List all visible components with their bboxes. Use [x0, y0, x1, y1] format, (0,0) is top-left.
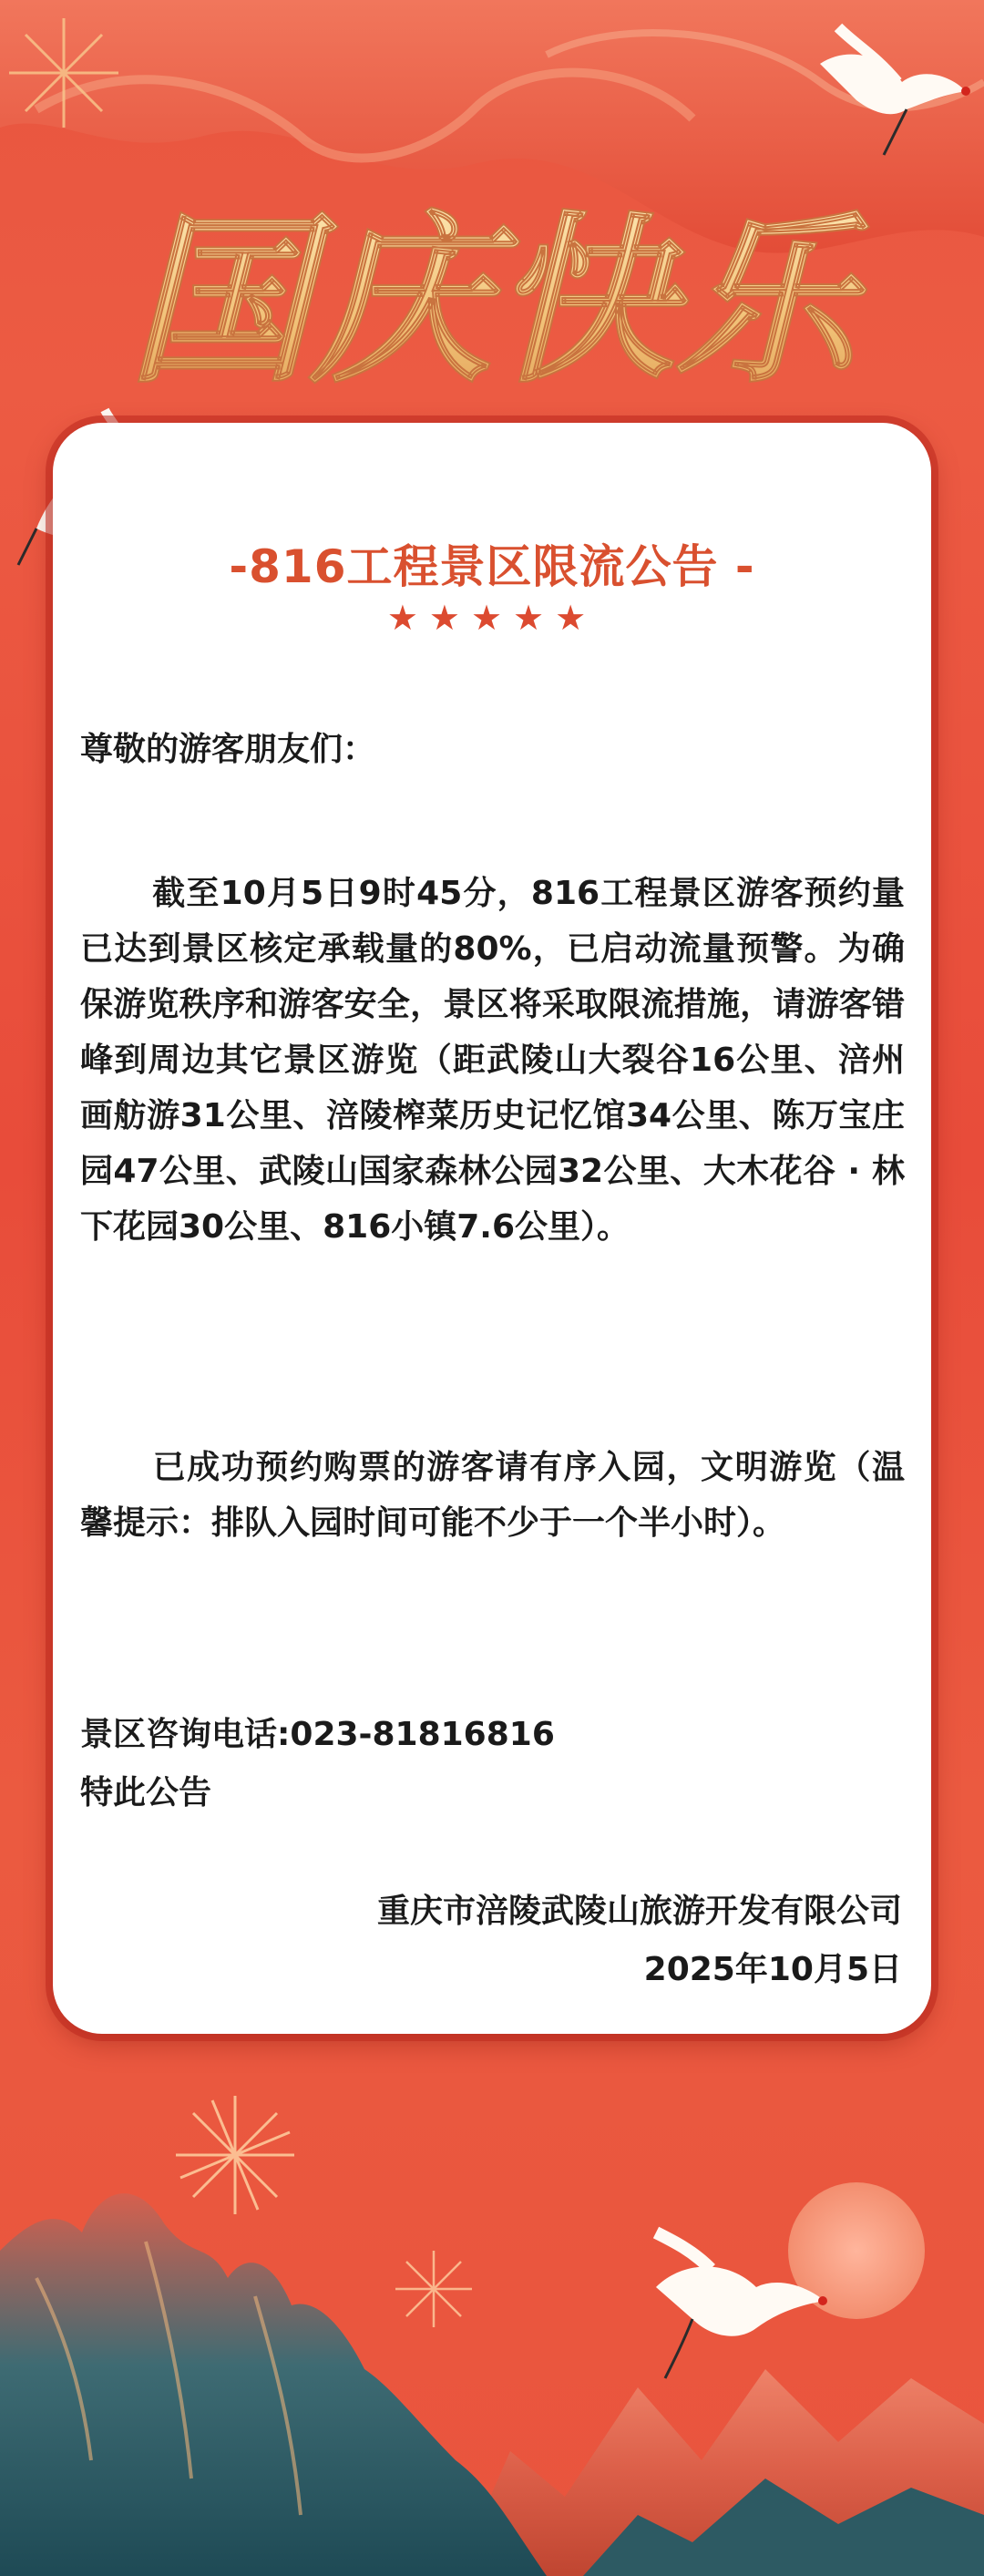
firework-lower-mid	[395, 2251, 472, 2327]
mountains-foreground	[0, 2193, 547, 2576]
notice-title: -816工程景区限流公告 -	[229, 540, 755, 593]
banner-title-graphic	[109, 155, 875, 428]
notice-paragraph-1-text: 截至10月5日9时45分，816工程景区游客预约量已达到景区核定承载量的80%，已启动流量预警。为确保游览秩序和游客安全，景区将采取限流措施，请游客错峰到周边其它景区游览（距武陵山大裂谷16公里、涪州画舫游31公里、涪陵榨菜历史记忆馆34公里、陈万宝庄园47公里、武陵山国家森林公园32公里、大木花谷 · 林下花园30公里、816小镇7.6公里）。	[80, 875, 905, 1246]
notice-date: 2025年10月5日	[643, 1951, 902, 1988]
firework-lower-left	[176, 2096, 294, 2214]
notice-paragraph-2-text: 已成功预约购票的游客请有序入园，文明游览（温馨提示：排队入园时间可能不少于一个半小时）。	[80, 1449, 905, 1542]
title-stars: ★★★★★	[386, 598, 598, 638]
notice-card	[53, 423, 931, 2034]
contact-phone: 景区咨询电话:023-81816816	[80, 1716, 555, 1753]
closing-line: 特此公告	[80, 1774, 212, 1811]
firework-top-left	[9, 18, 118, 128]
notice-greeting: 尊敬的游客朋友们：	[80, 731, 376, 768]
notice-signature	[377, 1883, 902, 1999]
notice-paragraph-1	[80, 866, 905, 1255]
notice-contact-block	[80, 1706, 555, 1822]
company-name: 重庆市涪陵武陵山旅游开发有限公司	[376, 1893, 902, 1930]
notice-paragraph-2	[80, 1440, 905, 1551]
banner-title: 国庆快乐	[127, 194, 857, 408]
